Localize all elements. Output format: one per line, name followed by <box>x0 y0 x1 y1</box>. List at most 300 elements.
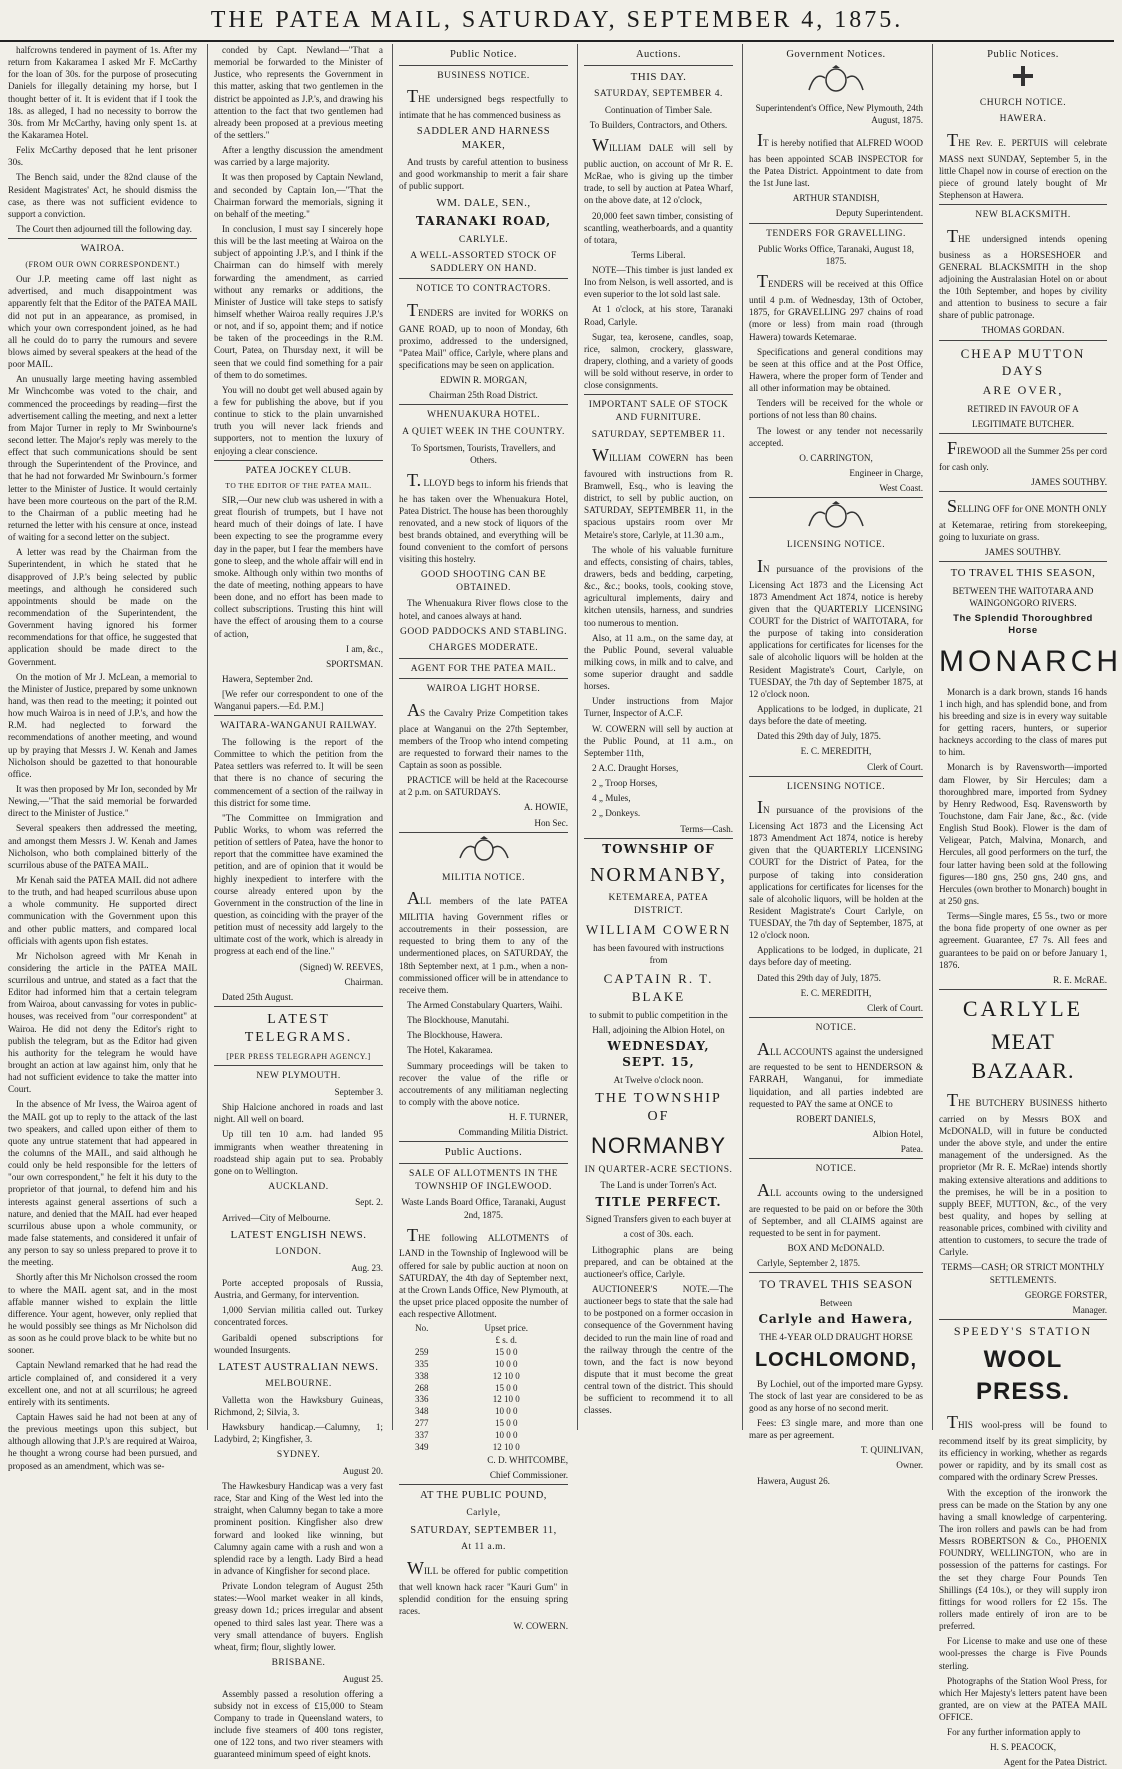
paragraph: Tenders will be received for the whole or portions of not less than 80 chains. <box>749 398 923 421</box>
paragraph: For any further information apply to <box>947 1727 1081 1738</box>
divider <box>399 678 568 679</box>
advertiser-title: Engineer in Charge, <box>849 467 923 478</box>
paragraph: Sugar, tea, kerosene, candles, soap, rice, salmon, crockery, glassware, drapery, clothing, and a variety of goods will be sold without reserve, in order to close consignments. <box>584 331 733 391</box>
paragraph: Specifications and general conditions may be seen at this office and at the Post Office, Hawera, where the proper form of Tender and all other information may be obtained. <box>749 346 923 394</box>
subheading: HAWERA. <box>999 114 1047 125</box>
heading-militia: MILITIA NOTICE. <box>442 872 525 883</box>
table-row <box>399 1394 568 1406</box>
dateline: September 3. <box>334 1086 383 1097</box>
heading-travel: TO TRAVEL THIS SEASON <box>759 1277 913 1292</box>
paragraph: At 1 o'clock, at his store, Taranaki Road, Carlyle. <box>584 304 733 327</box>
paragraph: The Blockhouse, Manutahi. <box>407 1015 510 1026</box>
heading-sydney: SYDNEY. <box>276 1450 321 1461</box>
paragraph: FIREWOOD all the Summer 25s per cord for cash only. <box>939 437 1107 472</box>
paragraph: ALL ACCOUNTS against the undersigned are requested to be sent to HENDERSON & FARRAH, Wanganui, for immediate liquidation, and all parties indebted are requested to PAY the same at ONCE to <box>749 1038 923 1109</box>
paragraph: Monarch is by Ravensworth—imported dam Flower, by Sir Hercules; dam a thoroughbred mare, imported from Sydney by Henry Redwood, Esq. Ravensworth by Touchstone, dam Fair Jane, &c., &c. (vide English Stud Book). Flower is the dam of Veligear, Patch, Malvina, Monarch, and Hercules, all good performers on the turf, the four latter having been sold at the following figures—180 gns, 250 gns, 240 gns, and Hercules (own brother to Monarch) bought in at 250 gns. <box>939 762 1107 906</box>
heading-tenders: TENDERS FOR GRAVELLING. <box>766 228 906 239</box>
table-cell: 12 10 0 <box>492 1394 520 1405</box>
paragraph: halfcrowns tendered in payment of 1s. After my return from Kakaramea I asked Mr F. McCarthy for the loan of 30s. for the purpose of prosecuting Daniels for illegally detaining my horse, but I thought better of it. It is evident that if I took the 18s. as alleged, I had no necessity to borrow the 30s. from Mr McCarthy, having only spent 1s. at the Kakaramea Hotel. <box>8 45 197 140</box>
advertiser-name: E. C. MEREDITH, <box>800 746 872 757</box>
paragraph: Assembly passed a resolution offering a subsidy not in excess of £15,000 to Steam Company to trade in Queensland waters, to include five steamers of 400 tons register, one of 122 tons, and two river steamers with guaranteed minimum speed of eight knots. <box>214 1688 383 1760</box>
paragraph: Our J.P. meeting came off last night as advertised, and much disappointment was apparently felt that the Editor of the PATEA MAIL did not put in an appearance, as promised, in which your own correspondent joined, as he had all he could do to parry the rumours and severe blows aimed by several speakers at the head of the poor MAIL. <box>8 274 197 370</box>
table-cell: 277 <box>415 1418 429 1429</box>
paragraph: Terms Liberal. <box>631 249 686 260</box>
heading-lochlomond: LOCHLOMOND, <box>754 1349 918 1372</box>
heading-church: CHURCH NOTICE. <box>979 97 1067 108</box>
heading-normanby-large: NORMANBY <box>590 1132 727 1158</box>
royal-crest-icon <box>399 836 568 868</box>
heading-important-sale: IMPORTANT SALE OF STOCK AND FURNITURE. <box>588 400 729 423</box>
advertiser-name: JAMES SOUTHBY. <box>1031 476 1107 487</box>
paragraph: 1,000 Servian militia called out. Turkey concentrated forces. <box>214 1305 383 1328</box>
heading-australian-news: LATEST AUSTRALIAN NEWS. <box>218 1360 379 1373</box>
divider <box>939 561 1107 562</box>
paragraph: Felix McCarthy deposed that he lent prisoner 30s. <box>8 145 197 168</box>
heading-hotel: WHENUAKURA HOTEL. <box>427 410 540 421</box>
divider <box>399 278 568 279</box>
divider <box>399 1163 568 1164</box>
royal-crest-icon <box>749 501 923 535</box>
paragraph: Superintendent's Office, New Plymouth, 24th August, 1875. <box>755 102 923 125</box>
advertiser-name: T. QUINLIVAN, <box>860 1445 923 1456</box>
heading-carlyle: CARLYLE <box>962 995 1084 1021</box>
heading-wednesday: WEDNESDAY, SEPT. 15, <box>607 1039 710 1069</box>
paragraph: Fees: £3 single mare, and more than one mare as per agreement. <box>749 1418 923 1441</box>
divider <box>214 715 383 716</box>
paragraph: Hall, adjoining the Albion Hotel, on <box>592 1024 725 1035</box>
column-5 <box>742 44 929 1486</box>
paragraph: TENDERS are invited for WORKS on GANE ROAD, up to noon of Monday, 6th proximo, addressed to the undersigned, "Patea Mail" office, Carlyle, where plans and specifications may be seen on application. <box>399 299 568 371</box>
paragraph: Dated 25th August. <box>222 991 294 1002</box>
column-1 <box>2 44 203 1471</box>
table-row <box>399 1371 568 1383</box>
advertiser-name: WM. DALE, SEN., <box>436 197 531 210</box>
allotments-table <box>399 1323 568 1454</box>
paragraph: The whole of his valuable furniture and effects, consisting of chairs, tables, drawers, beds and bedding, carpeting, &c., &c.; books, tools, cooking stove, agricultural implements, dairy and kitchen utensils, harness, and sundries too numerous to mention. <box>584 544 733 628</box>
table-cell: 349 <box>415 1441 429 1452</box>
paragraph: The Hotel, Kakaramea. <box>407 1045 493 1056</box>
paragraph: Terms—Single mares, £5 5s., two or more the bona fide property of one owner as per agreement. Guarantee, £7 7s. All fees and guarantees to be paid on or before January 1, 1876. <box>939 911 1107 970</box>
advertiser-title: Patea. <box>900 1144 923 1155</box>
heading-normanby: NORMANBY, <box>589 863 728 886</box>
paragraph: Private London telegram of August 25th states:—Wool market weaker in all kinds, greasy down 1d.; prices irregular and absent opened to third sales last year. There was a very small attendance of buyers. English wheat, firm; flour, slightly lower. <box>214 1581 383 1652</box>
table-row <box>399 1430 568 1442</box>
advertiser-name: EDWIN R. MORGAN, <box>440 375 527 386</box>
heading-light-horse: WAIROA LIGHT HORSE. <box>426 684 541 695</box>
advertiser-title: Manager. <box>1072 1304 1107 1315</box>
heading-business-notice: BUSINESS NOTICE. <box>437 70 530 81</box>
paragraph: SELLING OFF for ONE MONTH ONLY at Ketemarae, retiring from storekeeping, going to luxuriate on grass. <box>939 495 1107 542</box>
paragraph: A letter was read by the Chairman from the Superintendent, in which he stated that he disapproved of J.P.'s being selected by public meetings, and although he considered such appointments should be made on the recommendation of the Superintendent, the Government having ignored his former recommendations for that office, he suggested that application should be made direct to the Government. <box>8 547 197 667</box>
table-cell: 12 10 0 <box>492 1370 520 1381</box>
paragraph: Under instructions from Major Turner, Inspector of A.C.F. <box>584 696 733 719</box>
divider <box>399 1141 568 1142</box>
paragraph: THE Rev. E. PERTUIS will celebrate MASS next SUNDAY, September 5, in the little Chapel now in course of erection on the piece of ground lately bought of Mr Stephenson at Hawera. <box>939 129 1107 201</box>
paragraph: Mr Kenah said the PATEA MAIL did not adhere to the truth, and had heaped scurrilous abuse upon a whole community. He supported direct communication with the Government upon this and other public matters, and compared local officials with agents upon fish estates. <box>8 874 197 946</box>
signature: SPORTSMAN. <box>326 658 383 669</box>
table-cell: 338 <box>415 1370 429 1381</box>
paragraph: Garibaldi opened subscriptions for wounded Insurgents. <box>214 1332 383 1355</box>
section-heading: Public Notice. <box>449 49 518 60</box>
table-row <box>399 1442 568 1454</box>
paragraph: WILLIAM COWERN has been favoured with instructions from R. Bramwell, Esq., who is leaving the district, to sell by public auction, on SATURDAY, SEPTEMBER 11, in the spacious upstairs room over Mr Metaire's store, Carlyle, at 11.30 a.m., <box>584 445 733 540</box>
subheading: TO THE EDITOR OF THE PATEA MAIL. <box>225 481 372 491</box>
heading-paddocks: GOOD PADDOCKS AND STABLING. <box>399 626 568 637</box>
subheading: Carlyle, <box>466 1508 501 1518</box>
heading-travel: TO TRAVEL THIS SEASON, <box>950 567 1096 580</box>
lot-item: 2 „ Troop Horses, <box>592 778 658 789</box>
paragraph: AUCTIONEER'S NOTE.—The auctioneer begs to state that the sale had to be postponed on a former occasion in consequence of the Government having decided to run the main line of road and the railway through the centre of the town, and the fact is now beyond dispute that it must become the great central town of the district. This should be sufficient to recommend it to all classes. <box>584 1284 733 1416</box>
advertiser-name: A. HOWIE, <box>523 802 568 813</box>
signature: I am, &c., <box>346 643 383 654</box>
table-cell: 268 <box>415 1382 429 1393</box>
paragraph: IN pursuance of the provisions of the Licensing Act 1873 and the Licensing Act 1873 Amendment Act 1874, notice is hereby given that the QUARTERLY LICENSING COURT for the District of Patea, for the purpose of taking into consideration applications for certificates for licenses for the sale of alcoholic liquors, will be holden at the Resident Magistrate's Court Carlyle, on TUESDAY, the 7th day of September, 1875, at 12 o'clock noon. <box>749 797 923 941</box>
paragraph: In conclusion, I must say I sincerely hope this will be the last meeting at Wairoa on the subject of appointing J.P.'s, and I think if the Chairman can do himself with merely forwarding the amendment, as carried without any remarks or additions, the Minister of Justice will take steps to satisfy himself whether Wairoa really requires J.P.'s or not, and if so, appoint them; and if notice be taken of the proceedings in the R.M. Court, Patea, on Thursday next, it will be seen that we could find something for a pair of them to do sometimes. <box>214 223 383 380</box>
paragraph: PRACTICE will be held at the Racecourse at 2 p.m. on SATURDAYS. <box>399 775 568 798</box>
subheading: SATURDAY, SEPTEMBER 11, <box>410 1524 557 1536</box>
masthead-title: THE PATEA MAIL, SATURDAY, SEPTEMBER 4, 1875. <box>0 0 1114 42</box>
heading-english-news: LATEST ENGLISH NEWS. <box>230 1228 367 1241</box>
advertiser-name: E. C. MEREDITH, <box>800 987 872 998</box>
table-cell: 10 0 0 <box>495 1430 518 1441</box>
paragraph: THE following ALLOTMENTS of LAND in the Township of Inglewood will be offered for sale by public auction at noon on SATURDAY, the 4th day of September next, at the Crown Lands Office, New Plymouth, at the upset price placed opposite the number of each respective Allotment. <box>399 1224 568 1320</box>
heading-this-day: THIS DAY. <box>630 70 687 83</box>
divider <box>939 1319 1107 1320</box>
paragraph: Between <box>819 1298 853 1309</box>
paragraph: At Twelve o'clock noon. <box>613 1074 704 1085</box>
section-heading: Public Auctions. <box>444 1147 523 1159</box>
paragraph: And trusts by careful attention to business and good workmanship to merit a fair share of public support. <box>399 157 568 192</box>
section-heading: Government Notices. <box>786 49 886 60</box>
subheading: KETEMAREA, PATEA DISTRICT. <box>608 892 709 916</box>
divider <box>939 491 1107 492</box>
dateline: August 20. <box>342 1465 383 1476</box>
heading-notice: NOTICE. <box>815 1023 857 1034</box>
paragraph: Lithographic plans are being prepared, and can be obtained at the auctioneer's office, Carlyle. <box>584 1244 733 1279</box>
stock-heading: A WELL-ASSORTED STOCK OF SADDLERY ON HAND. <box>410 251 557 274</box>
heading-date: SATURDAY, SEPTEMBER 4. <box>594 89 723 100</box>
lot-item: 2 A.C. Draught Horses, <box>592 763 679 774</box>
table-row <box>399 1383 568 1395</box>
advertiser-title: Agent for the Patea District. <box>1003 1757 1107 1768</box>
paragraph: WILL be offered for public competition that well known hack racer "Kauri Gum" in splendid condition for the ensuing spring races. <box>399 1557 568 1616</box>
paragraph: Public Works Office, Taranaki, August 18, 1875. <box>758 244 914 267</box>
advertiser-title: Albion Hotel, <box>872 1129 923 1140</box>
heading-the-township: THE TOWNSHIP OF <box>595 1090 722 1125</box>
paragraph: The Land is under Torren's Act. <box>600 1180 717 1191</box>
divider <box>399 404 568 405</box>
paragraph: Dated this 29th day of July, 1875. <box>757 972 881 983</box>
heading-brisbane: BRISBANE. <box>271 1658 326 1669</box>
paragraph: Waste Lands Board Office, Taranaki, August 2nd, 1875. <box>401 1197 566 1220</box>
section-heading: Public Notices. <box>987 49 1059 60</box>
table-cell: 12 10 0 <box>492 1441 520 1452</box>
divider <box>584 394 733 395</box>
heading-auckland: AUCKLAND. <box>268 1181 329 1192</box>
heading-blacksmith: NEW BLACKSMITH. <box>975 210 1071 221</box>
paragraph: Photographs of the Station Wool Press, for which Her Majesty's letters patent have been granted, are on view at the PATEA MAIL OFFICE. <box>939 1675 1107 1723</box>
paragraph: To Sportsmen, Tourists, Travellers, and Others. <box>411 442 556 465</box>
advertiser-name: GEORGE FORSTER, <box>1024 1289 1107 1300</box>
paragraph: THIS wool-press will be found to recommend itself by its great simplicity, by its efficiency in working, whether as regards power or rapidity, and by its small cost as compared with the ordinary Screw Presses. <box>939 1412 1107 1483</box>
paragraph: Ship Halcione anchored in roads and last night. All well on board. <box>214 1102 383 1125</box>
paragraph: Applications to be lodged, in duplicate, 21 days before day of meeting. <box>749 945 923 968</box>
paragraph: SIR,—Our new club was ushered in with a great flourish of trumpets, but I have not heard much of their doings of late. I have been expecting to see the programme every day in the paper, but I fear the members have gone to sleep, and the whole affair will end in smoke. Although only within two months of the date of meeting, nothing appears to have been done, and no effort has been made to collect subscriptions. Trusting this hint will have the effect of arousing them to a course of action, <box>214 495 383 639</box>
advertiser-name: O. CARRINGTON, <box>799 452 873 463</box>
paragraph: [We refer our correspondent to one of the Wanganui papers.—Ed. P.M.] <box>214 689 383 712</box>
heading-telegrams: LATEST TELEGRAMS. <box>244 1011 353 1046</box>
column-3 <box>392 44 574 1632</box>
advertiser-title: Clerk of Court. <box>867 1002 923 1013</box>
divider <box>399 658 568 659</box>
advertiser-name: BOX AND McDONALD. <box>787 1243 885 1254</box>
divider <box>399 1484 568 1485</box>
paragraph: has been favoured with instructions from <box>593 943 724 966</box>
advertiser-name: R. E. McRAE. <box>1053 974 1107 985</box>
heading-splendid: The Splendid Thoroughbred Horse <box>953 612 1093 637</box>
heading-london: LONDON. <box>275 1247 322 1258</box>
paragraph: Arrived—City of Melbourne. <box>222 1212 331 1223</box>
heading-agent: AGENT FOR THE PATEA MAIL. <box>410 663 557 674</box>
advertiser-name: ROBERT DANIELS, <box>796 1113 876 1124</box>
divider <box>399 65 568 66</box>
paragraph: THE undersigned begs respectfully to intimate that he has commenced business as <box>399 86 568 121</box>
paragraph: BETWEEN THE WAITOTARA AND WAINGONGORO RIVERS. <box>952 585 1094 608</box>
heading-are-over: ARE OVER, <box>982 382 1064 397</box>
paragraph: By Lochiel, out of the imported mare Gypsy. The stock of last year are considered to be as good as any horse of no second merit. <box>749 1378 923 1413</box>
advertiser-title: Hon Sec. <box>534 817 568 828</box>
table-row <box>399 1418 568 1430</box>
paragraph: Also, at 11 a.m., on the same day, at the Public Pound, several valuable milking cows, in milk and to calve, and some superior draught and saddle horses. <box>584 632 733 692</box>
paragraph: TERMS—CASH; OR STRICT MONTHLY SETTLEMENTS. <box>941 1262 1105 1285</box>
paragraph: After a lengthy discussion the amendment was carried by a large majority. <box>214 145 383 168</box>
advertiser-title: Chief Commissioner. <box>489 1470 568 1480</box>
paragraph: For License to make and use one of these wool-presses the charge is Five Pounds sterling. <box>939 1636 1107 1671</box>
paragraph: TENDERS will be received at this Office until 4 p.m. of Wednesday, 13th of October, 1875, for GRAVELLING 297 chains of road (more or less) from main road (through Hawera) towards Ketemarae. <box>749 271 923 342</box>
table-cell: 15 0 0 <box>495 1418 518 1429</box>
paragraph: The Whenuakura River flows close to the hotel, and canoes always at hand. <box>399 598 568 621</box>
heading-contractors: NOTICE TO CONTRACTORS. <box>416 284 551 295</box>
heading-route: Carlyle and Hawera, <box>758 1312 914 1327</box>
advertiser-name: C. D. WHITCOMBE, <box>487 1454 568 1465</box>
advertiser-title: Owner. <box>896 1460 923 1471</box>
advertiser-name: H. S. PEACOCK, <box>989 1742 1057 1753</box>
heading-new-plymouth: NEW PLYMOUTH. <box>256 1071 341 1082</box>
advertiser-title: Deputy Superintendent. <box>835 208 923 219</box>
divider <box>749 223 923 224</box>
paragraph: WILLIAM DALE will sell by public auction, on account of Mr R. E. McRae, who is giving up the timber trade, to sell by auction at Patea Wharf, on the above date, at 12 o'clock, <box>584 135 733 206</box>
paragraph: The Court then adjourned till the following day. <box>16 223 192 234</box>
paragraph: LEGITIMATE BUTCHER. <box>971 418 1075 429</box>
subheading: At 11 a.m. <box>461 1542 506 1553</box>
heading-pound: AT THE PUBLIC POUND, <box>420 1490 547 1502</box>
paragraph: Shortly after this Mr Nicholson crossed the room to where the MAIL agent sat, and in the most affable manner wished to explain the little difference. Your agent, however, only replied that he would possibly see things as Mr Nicholson did as soon as he could prove black to be white but no sooner. <box>8 1272 197 1356</box>
paragraph: The lowest or any tender not necessarily accepted. <box>749 425 923 448</box>
table-cell: 259 <box>415 1346 429 1357</box>
paragraph: The Blockhouse, Hawera. <box>407 1030 503 1041</box>
table-units-row <box>399 1335 568 1347</box>
signature: (Signed) W. REEVES, <box>299 961 383 972</box>
divider <box>584 838 733 839</box>
table-cell: 10 0 0 <box>495 1406 518 1417</box>
heading-sale: SALE OF ALLOTMENTS IN THE TOWNSHIP OF INGLEWOOD. <box>408 1169 559 1192</box>
heading-jockey-club: PATEA JOCKEY CLUB. <box>245 465 352 476</box>
divider <box>749 497 923 498</box>
heading-captain: CAPTAIN R. T. BLAKE <box>603 971 714 1004</box>
table-row <box>399 1347 568 1359</box>
auctioneer-name: WILLIAM COWERN <box>585 922 732 938</box>
column-6 <box>932 44 1122 1768</box>
paragraph: It was then proposed by Captain Newland, and seconded by Captain Ion,—"That the Chairman forward the memorials, signing it on behalf of the meeting." <box>214 172 383 219</box>
paragraph: Hawksbury handicap.—Calumny, 1; Ladybird, 2; Kingfisher, 3. <box>214 1422 383 1445</box>
signature: Chairman. <box>344 976 383 987</box>
paragraph: ALL accounts owing to the undersigned are requested to be paid on or before the 30th of September, and all CLAIMS against are requested to be sent in for payment. <box>749 1179 923 1238</box>
divider <box>939 433 1107 434</box>
cross-icon <box>939 65 1107 93</box>
paragraph: Signed Transfers given to each buyer at <box>585 1214 732 1225</box>
paragraph: Dated this 29th day of July, 1875. <box>757 731 881 742</box>
heading-melbourne: MELBOURNE. <box>265 1379 332 1390</box>
divider <box>749 1158 923 1159</box>
paragraph: IT is hereby notified that ALFRED WOOD has been appointed SCAB INSPECTOR for the Patea District. Appointment to date from the 1st June last. <box>749 130 923 189</box>
royal-crest-icon <box>749 65 923 99</box>
heading-speedys-station: SPEEDY'S STATION <box>953 1324 1093 1339</box>
dateline: August 25. <box>342 1673 383 1684</box>
heading-date: SATURDAY, SEPTEMBER 11. <box>591 429 726 440</box>
dateline: Aug. 23. <box>351 1262 383 1273</box>
paragraph: Mr Nicholson agreed with Mr Kenah in considering the article in the PATEA MAIL scurrilous and untrue, and stated as a fact that the Editor had informed him that a certain telegram from Wairoa, about canvassing for votes in public-houses, was received from "our correspondent" at Wairoa. He did not deny the Editor's right to publish the telegram, but as the Editor had given his authority for the telegram he would have brought an action at law against him, only that he had not sufficient evidence to take the matter into Court. <box>8 950 197 1095</box>
divider <box>584 65 733 66</box>
paragraph: The Bench said, under the 82nd clause of the Resident Magistrates' Act, he should dismiss the case, as there was not sufficient evidence to support a conviction. <box>8 172 197 219</box>
table-row <box>399 1359 568 1371</box>
paragraph: On the motion of Mr J. McLean, a memorial to the Minister of Justice, prepared by some unknown hand, was then read to the meeting; it pointed out how much Wairoa is in need of J.P.'s, and how the R.M. had neglected to forward the recommendations of another meeting, and wound up by praying that Messrs J. W. Kenah and James Nicholson should be gazetted to that honourable office. <box>8 671 197 779</box>
paragraph: THE undersigned intends opening business as a HORSESHOER and GENERAL BLACKSMITH in the shop adjoining the Australasian Hotel on or about the 10th September, and hopes by civility and attention to business to secure a fair share of public patronage. <box>939 225 1107 321</box>
paragraph: AS the Cavalry Prize Competition takes place at Wanganui on the 27th September, members of the Troop who intend competing are requested to forward their names to the Captain as soon as possible. <box>399 699 568 771</box>
lot-item: 4 „ Mules, <box>592 793 631 804</box>
paragraph: To Builders, Contractors, and Others. <box>589 120 728 131</box>
divider <box>214 1065 383 1066</box>
paragraph: Continuation of Timber Sale. <box>604 104 713 115</box>
paragraph: Valletta won the Hawksbury Guineas, Richmond, 2; Silvia, 3. <box>214 1394 383 1417</box>
paragraph: Captain Newland remarked that he had read the article complained of, and considered it a very excellent one, and not at all scurrilous; he agreed entirely with its sentiments. <box>8 1360 197 1407</box>
paragraph: 20,000 feet sawn timber, consisting of scantling, weatherboards, and a quantity of totara, <box>584 210 733 245</box>
heading-title-perfect: TITLE PERFECT. <box>595 1194 722 1209</box>
table-header-row <box>399 1323 568 1335</box>
advertiser-name: JAMES SOUTHBY. <box>985 546 1061 557</box>
paragraph: Captain Hawes said he had not been at any of the previous meetings upon this subject, but although allowing that J.P.'s are required at Wairoa, he thought a wrong course had been pursued, and proposed as an amendment, which was se- <box>8 1411 197 1471</box>
paragraph: Porte accepted proposals of Russia, Austria, and Germany, for intervention. <box>214 1277 383 1301</box>
divider <box>8 238 197 239</box>
paragraph: Several speakers then addressed the meeting, and amongst them Messrs J. W. Kenah and James Nicholson, who both complained bitterly of the scurrilous abuse of the PATEA MAIL. <box>8 823 197 870</box>
divider <box>214 1006 383 1007</box>
paragraph: THE 4-YEAR OLD DRAUGHT HORSE <box>759 1332 913 1343</box>
table-cell: 337 <box>415 1430 429 1441</box>
advertiser-name: ARTHUR STANDISH, <box>792 193 880 204</box>
heading-railway: WAITARA-WANGANUI RAILWAY. <box>220 721 377 732</box>
paragraph: RETIRED IN FAVOUR OF A <box>967 403 1079 414</box>
paragraph: Hawera, August 26. <box>757 1475 830 1486</box>
table-cell: 336 <box>415 1394 429 1405</box>
paragraph: An unusually large meeting having assembled Mr Winchcombe was voted to the chair, and commenced the proceedings by reading—first the advertisement calling the meeting, and next a letter from Major Turner in reply to Mr Swinbourne's second letter. The Major's reply was merely to the effect that such communications should be sent through the Superintendent of the Province, and that he had not forwarded Mr Swinbourn.'s former letter to the Minister of Justice. It would certainly have been more courteous on the part of the R.M. to the Chairman of a public meeting had he returned the letter with his censure at once, instead of waiting for a second letter on the subject. <box>8 374 197 543</box>
subheading: A QUIET WEEK IN THE COUNTRY. <box>402 427 565 438</box>
advertiser-title: Commanding Militia District. <box>458 1127 568 1138</box>
paragraph: In the absence of Mr Ivess, the Wairoa agent of the MAIL got up to reply to the attack of the last two speakers, and called upon either of them to quote any untrue statement that had appeared in the columns of the MAIL, and said although he could only be held responsible for the letters of "our own correspondent," he felt it his duty to the proprietor of that journal, to defend him and his interests against general assertions of such a nature, and denied that the MAIL had ever heaped scurrilous abuse upon a whole community, or made false statements, and considered it unfair of any person to say so unless prepared to prove it to the meeting. <box>8 1099 197 1268</box>
address-town: CARLYLE. <box>458 234 509 245</box>
address-road: TARANAKI ROAD, <box>415 213 552 228</box>
terms: Terms—Cash. <box>680 823 733 834</box>
paragraph: ALL members of the late PATEA MILITIA having Government rifles or accoutrements in their possession, are requested to bring them to any of the undermentioned places, on SATURDAY, the 18th September next, at 1 p.m., when a non-commissioned officer will be in attendance to receive them. <box>399 888 568 995</box>
heading-notice-2: NOTICE. <box>815 1164 857 1175</box>
paragraph: You will no doubt get well abused again by a few for publishing the above, but if you continue to stick to the plain unvarnished truth you will never lack friends and supporters, not to mention the luxury of enjoying a clear conscience. <box>214 384 383 456</box>
paragraph: T. LLOYD begs to inform his friends that he has taken over the Whenuakura Hotel, Patea District. The house has been thoroughly renovated, and a new stock of liquors of the best brands obtained, and everything will be found convenient to the comfort of persons visiting this hostelry. <box>399 469 568 565</box>
heading-licensing-2: LICENSING NOTICE. <box>786 781 886 792</box>
paragraph: Summary proceedings will be taken to recover the value of the rifle or accoutrements of any militiaman neglecting to comply with the above notice. <box>399 1060 568 1108</box>
table-cell: 348 <box>415 1406 429 1417</box>
advertiser-title: Chairman 25th Road District. <box>429 390 538 401</box>
heading-monarch: MONARCH <box>939 644 1122 678</box>
paragraph: "The Committee on Immigration and Public Works, to whom was referred the petition of settlers of Patea, have the honor to report that the committee have examined the petition, and are of opinion that it would be highly inexpedient to interfere with the course already entered upon by the Government in the construction of the line in question, as coinciding with the prayer of the petition must of necessity add largely to the ultimate cost of the work, which is already in progress at each end of the line." <box>214 812 383 957</box>
subheading: IN QUARTER-ACRE SECTIONS. <box>584 1164 733 1175</box>
paragraph: Applications to be lodged, in duplicate, 21 days before the date of meeting. <box>749 703 923 727</box>
table-header: Upset price. <box>484 1323 528 1334</box>
divider <box>939 340 1107 341</box>
advertiser-title: West Coast. <box>879 483 923 494</box>
advertiser-name: THOMAS GORDAN. <box>981 325 1065 336</box>
table-header: £ s. d. <box>495 1335 517 1346</box>
divider <box>749 776 923 777</box>
divider <box>939 204 1107 205</box>
paragraph: THE BUTCHERY BUSINESS hitherto carried on by Messrs BOX and McDONALD, will in future be conducted under the above style, and under the entire management of the undersigned. As the proprietor (Mr R. E. McRae) intends shortly making extensive alterations and additions to the premises, he will be in a position to supply BEEF, MUTTON, &c., of the very best quality, and hopes by selling at reasonable prices, combined with civility and attention to customers, to secure the trade of Carlyle. <box>939 1090 1107 1258</box>
paragraph: Monarch is a dark brown, stands 16 hands 1 inch high, and has splendid bone, and from his breeding and size is in every way suitable for getting racers, hunters, or superior hackneys according to the class of mares put to him. <box>939 686 1107 758</box>
column-2 <box>207 44 389 1760</box>
table-cell: 10 0 0 <box>495 1358 518 1369</box>
heading-township: TOWNSHIP OF <box>602 841 715 856</box>
table-cell: 15 0 0 <box>495 1382 518 1393</box>
divider <box>749 1272 923 1273</box>
paragraph: Carlyle, September 2, 1875. <box>757 1258 861 1269</box>
paragraph: The Hawkesbury Handicap was a very fast race, Star and King of the West led into the straight, when Calumny began to take a more prominent position. Kingfisher also drew forward and looked like winning, but Calumny again came with a rush and won a splendid race by a length. Lady Bird a head in advance of Kingfisher for second place. <box>214 1481 383 1577</box>
advertiser-name: H. F. TURNER, <box>508 1112 568 1123</box>
subheading: [PER PRESS TELEGRAPH AGENCY.] <box>226 1051 371 1061</box>
paragraph: The Armed Constabulary Quarters, Waihi. <box>407 1000 563 1011</box>
column-4 <box>577 44 739 1430</box>
paragraph: W. COWERN will sell by auction at the Public Pound, at 11 a.m., on September 11th, <box>584 723 733 758</box>
divider <box>749 1017 923 1018</box>
table-cell: 335 <box>415 1358 429 1369</box>
heading-licensing: LICENSING NOTICE. <box>786 540 886 551</box>
paragraph: a cost of 30s. each. <box>623 1229 694 1240</box>
table-header: No. <box>415 1323 429 1334</box>
table-cell: 15 0 0 <box>495 1346 518 1357</box>
paragraph: Up till ten 10 a.m. had landed 95 immigrants when weather threatening in roadstead ship again put to sea. Probably gone on to Wellington. <box>214 1129 383 1176</box>
advertiser-name: W. COWERN. <box>513 1621 568 1632</box>
section-heading: Auctions. <box>635 49 682 60</box>
advertiser-title: Clerk of Court. <box>867 761 923 772</box>
paragraph: Hawera, September 2nd. <box>222 674 313 685</box>
paragraph: It was then proposed by Mr Ion, seconded by Mr Newing,—"That the said memorial be forwarded direct to the Minister of Justice." <box>8 783 197 819</box>
divider <box>399 832 568 833</box>
subheading: (FROM OUR OWN CORRESPONDENT.) <box>25 259 180 269</box>
divider <box>214 460 383 461</box>
dateline: Sept. 2. <box>355 1197 383 1208</box>
paragraph: The following is the report of the Committee to which the petition from the Patea settlers was referred to. It will be seen that there is no chance of securing the commencement of a section of the railway in this district for some time. <box>214 736 383 808</box>
heading-meat-bazaar: MEAT BAZAAR. <box>971 1028 1075 1084</box>
heading-wairoa: WAIROA. <box>80 244 125 255</box>
divider <box>939 989 1107 990</box>
heading-charges: CHARGES MODERATE. <box>428 643 539 654</box>
heading-mutton: CHEAP MUTTON DAYS <box>960 345 1086 378</box>
paragraph: IN pursuance of the provisions of the Licensing Act 1873 and the Licensing Act 1873 Amendment Act 1874, notice is hereby given that the QUARTERLY LICENSING COURT for the District of WAITOTARA, for the purpose of taking into consideration applications for certificates for licenses for the sale of alcoholic liquors will be holden at the Resident Magistrate's Court, Carlyle, on TUESDAY, the 7th day of September 1875, at 12 o'clock noon. <box>749 555 923 699</box>
